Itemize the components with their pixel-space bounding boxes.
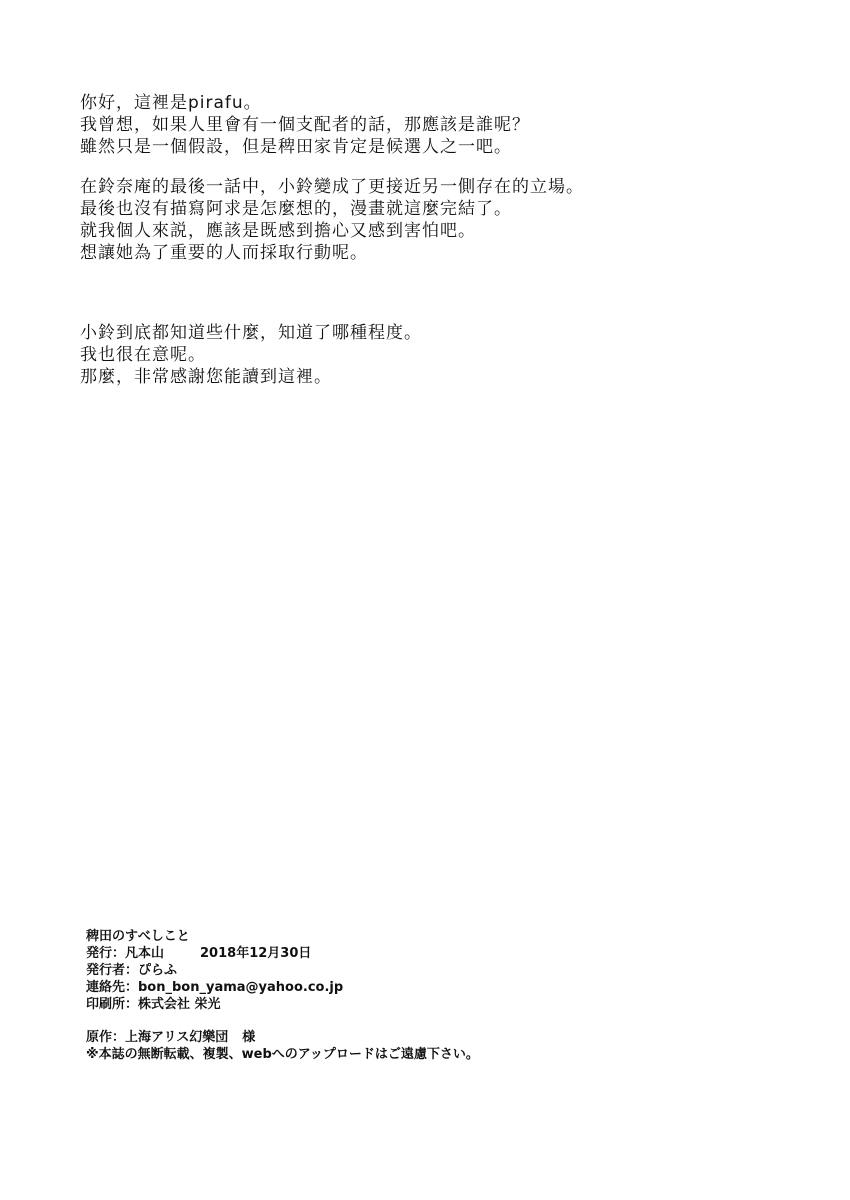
text-line: 雖然只是一個假設，但是稗田家肯定是候選人之一吧。	[80, 137, 512, 157]
printer-line: 印刷所：株式会社 栄光	[86, 997, 221, 1012]
issue-line	[86, 945, 786, 962]
original-work-line	[86, 1029, 786, 1046]
contact-line: 連絡先：bon_bon_yama@yahoo.co.jp	[86, 980, 344, 995]
colophon	[86, 928, 786, 1063]
afterword-text	[80, 92, 800, 388]
text-line: 最後也沒有描寫阿求是怎麼想的，漫畫就這麼完結了。	[80, 199, 512, 219]
afterword-paragraph-1	[80, 114, 800, 158]
text-line: 想讓她為了重要的人而採取行動呢。	[80, 243, 368, 263]
issue-label: 発行：凡本山	[86, 946, 165, 961]
original-label: 原作：上海アリス幻樂団	[86, 1030, 229, 1045]
text-line: 我也很在意呢。	[80, 345, 206, 365]
copyright-notice: ※本誌の無断転載、複製、webへのアップロードはご遠慮下さい。	[86, 1047, 479, 1062]
publisher-line: 発行者：ぴらふ	[86, 963, 178, 978]
text-line: 就我個人來説，應該是既感到擔心又感到害怕吧。	[80, 221, 476, 241]
text-line: 在鈴奈庵的最後一話中，小鈴變成了更接近另一側存在的立場。	[80, 177, 584, 197]
afterword-paragraph-3	[80, 322, 800, 366]
book-title: 稗田のすべしこと	[86, 929, 190, 944]
issue-date: 2018年12月30日	[200, 946, 312, 961]
afterword-paragraph-2	[80, 176, 800, 264]
text-line: 我曾想，如果人里會有一個支配者的話，那應該是誰呢？	[80, 115, 530, 135]
greeting-line: 你好，這裡是pirafu。	[80, 93, 262, 113]
publication-info	[86, 945, 786, 1013]
original-honorific: 様	[242, 1030, 256, 1045]
closing-line: 那麼，非常感謝您能讀到這裡。	[80, 367, 332, 387]
text-line: 小鈴到底都知道些什麼，知道了哪種程度。	[80, 323, 422, 343]
